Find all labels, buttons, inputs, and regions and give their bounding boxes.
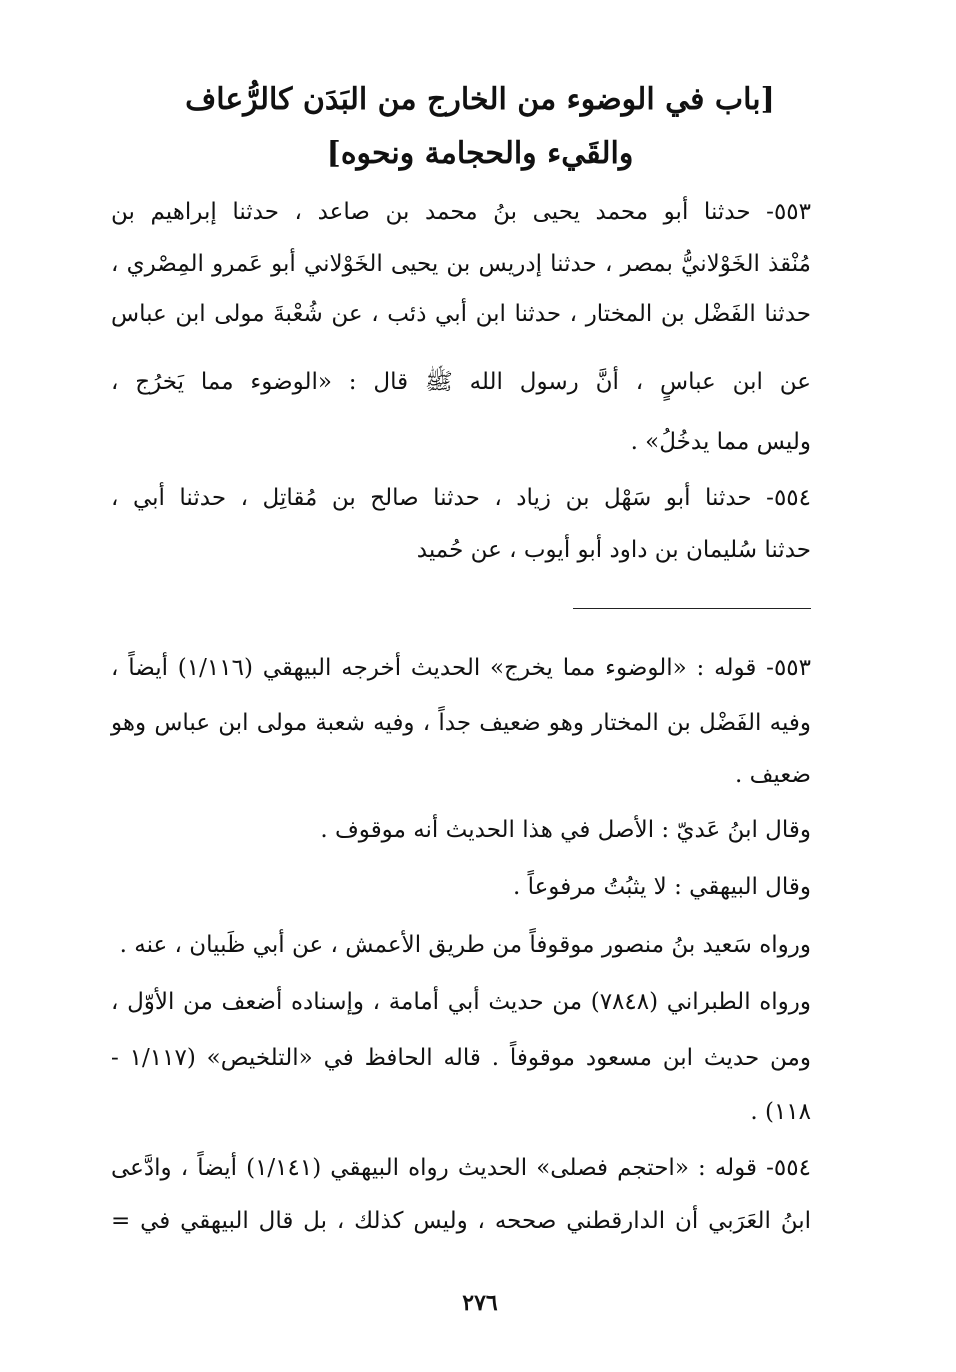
page-number: ٢٧٦ (462, 1290, 498, 1316)
footnote-line-5: وقال البيهقي : لا يثبُتُ مرفوعاً . (512, 874, 811, 900)
footnote-line-3: ضعيف . (735, 762, 811, 788)
hadith-553-line-1: ٥٥٣- حدثنا أبو محمد يحيى بنُ محمد بن صاعد ، حدثنا إبراهيم بن (111, 199, 811, 225)
hadith-553-line-5: وليس مما يدخُلُ» . (630, 429, 811, 455)
footnote-line-11: ابنُ العَرَبي أن الدارقطني صححه ، وليس كذلك ، بل قال البيهقي في = (111, 1208, 811, 1234)
footnote-line-9: ١١٨) . (750, 1099, 811, 1125)
footnote-line-6: ورواه سَعيد بنُ منصور موقوفاً من طريق الأعمش ، عن أبي ظَبيان ، عنه . (119, 932, 811, 958)
hadith-553-line-3: حدثنا الفَضْل بن المختار ، حدثنا ابن أبي ذئب ، عن شُعْبةَ مولى ابن عباس (111, 301, 811, 327)
footnote-line-10: ٥٥٤- قوله : «احتجم فصلى» الحديث رواه البيهقي (١/١٤١) أيضاً ، وادَّعى (111, 1155, 811, 1181)
footnote-line-7: ورواه الطبراني (٧٨٤٨) من حديث أبي أمامة ، وإسناده أضعف من الأوّل ، (111, 989, 811, 1015)
footnote-line-1: ٥٥٣- قوله : «الوضوء مما يخرج» الحديث أخرجه البيهقي (١/١١٦) أيضاً ، (111, 655, 811, 681)
hadith-553-line-2: مُنْقذ الخَوْلانيُّ بمصر ، حدثنا إدريس بن يحيى الخَوْلاني أبو عَمرو المِصْري ، (111, 251, 811, 277)
hadith-554-line-1: ٥٥٤- حدثنا أبو سَهْل بن زياد ، حدثنا صالح بن مُقاتِل ، حدثنا أبي ، (111, 485, 811, 511)
footnote-line-8: ومن حديث ابن مسعود موقوفاً . قاله الحافظ في «التلخيص» (١/١١٧ - (111, 1045, 811, 1071)
chapter-title-line-2: والقَيء والحجامة ونحوه] (326, 136, 634, 171)
chapter-title-line-1: [باب في الوضوء من الخارج من البَدَن كالرُّعاف (185, 82, 775, 117)
hadith-554-line-2: حدثنا سُليمان بن داود أبو أيوب ، عن حُميد (416, 537, 811, 563)
hadith-553-line-4: عن ابن عباسٍ ، أنَّ رسول الله ﷺ قال : «الوضوء مما يَخرُج ، (111, 369, 811, 395)
footnote-line-2: وفيه الفَضْل بن المختار وهو ضعيف جداً ، وفيه شعبة مولى ابن عباس وهو (111, 710, 811, 736)
footnote-separator (573, 608, 811, 609)
footnote-line-4: وقال ابنُ عَديّ : الأصل في هذا الحديث أنه موقوف . (320, 817, 811, 843)
